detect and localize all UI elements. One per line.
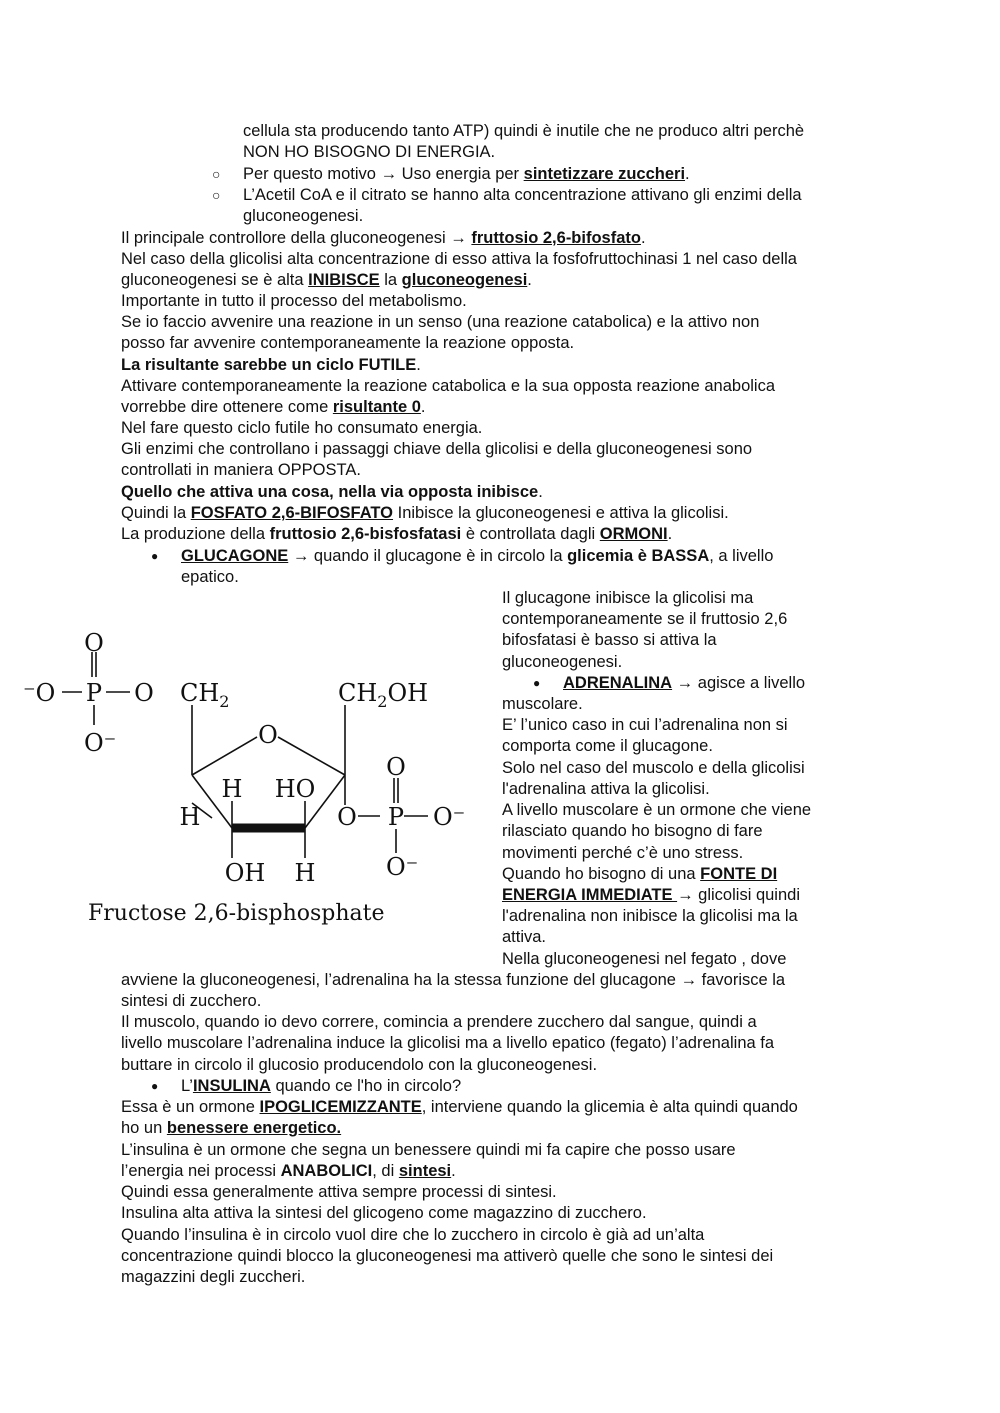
right-column-line: contemporaneamente se il fruttosio 2,6 — [502, 610, 788, 628]
paragraph: Gli enzimi che controllano i passaggi chiave della glicolisi e della gluconeogenesi sono — [121, 440, 753, 458]
paragraph: livello muscolare l’adrenalina induce la glicolisi ma a livello epatico (fegato) l’adrenalina fa — [121, 1034, 775, 1052]
fructose-bisphosphate-structure — [20, 615, 480, 935]
paragraph: Se io faccio avvenire una reazione in un senso (una reazione catabolica) e la attivo non — [121, 313, 760, 331]
list-item: ADRENALINA → agisce a livello — [563, 674, 806, 692]
right-column-line: comporta come il glucagone. — [502, 737, 713, 755]
atom-label: OH — [224, 859, 266, 887]
atom-label: ⁻O — [23, 679, 56, 707]
right-column-line: Nella gluconeogenesi nel fegato , dove — [502, 950, 787, 968]
atom-label: O — [134, 679, 154, 707]
atom-label: O — [84, 629, 104, 657]
atom-label: P — [85, 679, 103, 707]
paragraph: vorrebbe dire ottenere come risultante 0. — [121, 398, 426, 416]
paragraph: Quello che attiva una cosa, nella via opposta inibisce. — [121, 483, 543, 501]
sublist-continuation: cellula sta producendo tanto ATP) quindi è inutile che ne produco altri perchè — [243, 122, 805, 140]
paragraph: concentrazione quindi blocco la gluconeogenesi ma attiverò quelle che sono le sintesi dei — [121, 1247, 774, 1265]
right-column-line: l'adrenalina non inibisce la glicolisi ma la — [502, 907, 798, 925]
paragraph: Nel caso della glicolisi alta concentrazione di esso attiva la fosfofruttochinasi 1 nel caso della — [121, 250, 797, 268]
right-column-line: rilasciato quando ho bisogno di fare — [502, 822, 763, 840]
right-column-line: ENERGIA IMMEDIATE → glicolisi quindi — [502, 886, 800, 904]
paragraph: La risultante sarebbe un ciclo FUTILE. — [121, 356, 421, 374]
atom-label: H — [294, 859, 316, 887]
paragraph: L’insulina è un ormone che segna un benessere quindi mi fa capire che posso usare — [121, 1141, 736, 1159]
sublist-item: L’Acetil CoA e il citrato se hanno alta concentrazione attivano gli enzimi della — [243, 186, 802, 204]
atom-label: O⁻ — [433, 803, 466, 831]
right-column-line: Solo nel caso del muscolo e della glicolisi — [502, 759, 805, 777]
paragraph: Il principale controllore della gluconeogenesi → fruttosio 2,6-bifosfato. — [121, 229, 646, 247]
paragraph: buttare in circolo il glucosio producendolo con la gluconeogenesi. — [121, 1056, 598, 1074]
atom-label: P — [387, 803, 405, 831]
right-column-line: A livello muscolare è un ormone che viene — [502, 801, 812, 819]
right-column-line: bifosfatasi è basso si attiva la — [502, 631, 717, 649]
paragraph: Il muscolo, quando io devo correre, comincia a prendere zucchero dal sangue, quindi a — [121, 1013, 757, 1031]
paragraph: La produzione della fruttosio 2,6-bisfosfatasi è controllata dagli ORMONI. — [121, 525, 673, 543]
sublist-item: Per questo motivo → Uso energia per sintetizzare zuccheri. — [243, 165, 690, 183]
paragraph: ho un benessere energetico. — [121, 1119, 342, 1137]
disc-bullet-icon: ● — [151, 549, 159, 563]
atom-label: O — [386, 753, 406, 781]
disc-bullet-icon: ● — [533, 676, 541, 690]
atom-label: O — [258, 721, 278, 749]
circle-bullet-icon: ○ — [212, 187, 221, 203]
paragraph: Nel fare questo ciclo futile ho consumato energia. — [121, 419, 483, 437]
list-item: L’INSULINA quando ce l'ho in circolo? — [181, 1077, 462, 1095]
right-column-line: Quando ho bisogno di una FONTE DI — [502, 865, 778, 883]
atom-label: H — [221, 775, 243, 803]
sublist-continuation: NON HO BISOGNO DI ENERGIA. — [243, 143, 496, 161]
atom-label: H — [179, 803, 201, 831]
paragraph: Essa è un ormone IPOGLICEMIZZANTE, interviene quando la glicemia è alta quindi quando — [121, 1098, 798, 1116]
figure-caption: Fructose 2,6-bisphosphate — [88, 901, 385, 926]
paragraph: Quando l’insulina è in circolo vuol dire che lo zucchero in circolo è già ad un’alta — [121, 1226, 705, 1244]
right-column-line: movimenti perché c’è uno stress. — [502, 844, 744, 862]
paragraph: controllati in maniera OPPOSTA. — [121, 461, 361, 479]
atom-label: HO — [274, 775, 316, 803]
paragraph: avviene la gluconeogenesi, l’adrenalina ha la stessa funzione del glucagone → favorisce la — [121, 971, 786, 989]
atom-label: O⁻ — [386, 853, 419, 881]
right-column-line: l'adrenalina attiva la glicolisi. — [502, 780, 710, 798]
atom-label: $CH_2OH$ — [338, 679, 429, 711]
paragraph: l’energia nei processi ANABOLICI, di sintesi. — [121, 1162, 456, 1180]
paragraph: Quindi la FOSFATO 2,6-BIFOSFATO Inibisce la gluconeogenesi e attiva la glicolisi. — [121, 504, 729, 522]
paragraph: magazzini degli zuccheri. — [121, 1268, 306, 1286]
disc-bullet-icon: ● — [151, 1079, 159, 1093]
list-item: GLUCAGONE → quando il glucagone è in circolo la glicemia è BASSA, a livello — [181, 547, 774, 565]
atom-label: O⁻ — [84, 729, 117, 757]
list-item: epatico. — [181, 568, 239, 586]
right-column-line: gluconeogenesi. — [502, 653, 623, 671]
paragraph: Attivare contemporaneamente la reazione catabolica e la sua opposta reazione anabolica — [121, 377, 776, 395]
paragraph: posso far avvenire contemporaneamente la reazione opposta. — [121, 334, 575, 352]
atom-label: O — [337, 803, 357, 831]
atom-label: $CH_2$ — [180, 679, 230, 711]
sublist-item: gluconeogenesi. — [243, 207, 364, 225]
paragraph: Importante in tutto il processo del metabolismo. — [121, 292, 467, 310]
right-column-line: attiva. — [502, 928, 547, 946]
right-column-line: Il glucagone inibisce la glicolisi ma — [502, 589, 754, 607]
right-column-line: muscolare. — [502, 695, 583, 713]
right-column-line: E’ l’unico caso in cui l’adrenalina non si — [502, 716, 788, 734]
circle-bullet-icon: ○ — [212, 166, 221, 182]
paragraph: Insulina alta attiva la sintesi del glicogeno come magazzino di zucchero. — [121, 1204, 647, 1222]
paragraph: sintesi di zucchero. — [121, 992, 262, 1010]
paragraph: Quindi essa generalmente attiva sempre processi di sintesi. — [121, 1183, 557, 1201]
paragraph: gluconeogenesi se è alta INIBISCE la gluconeogenesi. — [121, 271, 532, 289]
